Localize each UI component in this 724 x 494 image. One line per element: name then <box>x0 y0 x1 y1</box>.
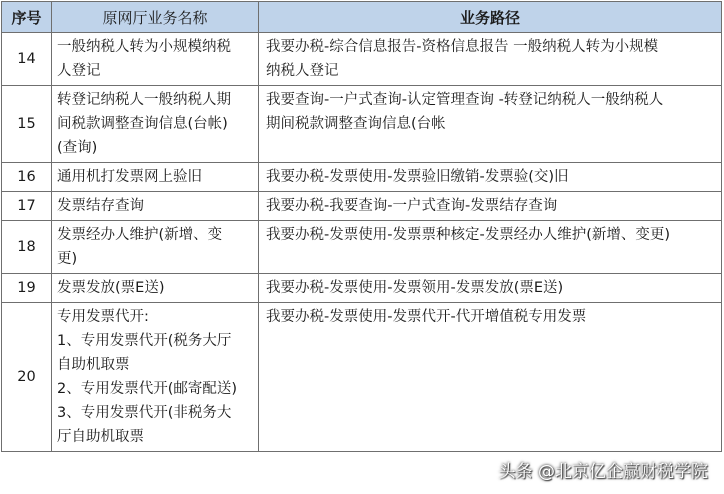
row-business-name <box>52 221 259 274</box>
business-name-line: 自助机取票 <box>57 357 130 373</box>
business-name-line: 厅自助机取票 <box>57 429 144 445</box>
row-business-path <box>259 274 722 303</box>
table-row <box>2 33 722 86</box>
row-business-name <box>52 33 259 86</box>
business-path-line: 我要办税-发票使用-发票验旧缴销-发票验(交)旧 <box>266 169 569 185</box>
header-path: 业务路径 <box>259 2 722 33</box>
row-business-path <box>259 163 722 192</box>
row-business-path <box>259 33 722 86</box>
row-business-path <box>259 221 722 274</box>
table-header-row <box>2 2 722 33</box>
header-seq: 序号 <box>2 2 52 33</box>
business-name-line: 1、专用发票代开(税务大厅 <box>57 333 232 349</box>
header-name: 原网厅业务名称 <box>52 2 259 33</box>
business-path-line: 期间税款调整查询信息(台帐 <box>266 116 446 132</box>
business-name-line: 发票经办人维护(新增、变 <box>57 227 223 243</box>
watermark: 头条 @北京亿企赢财税学院 <box>498 462 708 482</box>
table-row <box>2 163 722 192</box>
row-seq: 20 <box>2 303 52 452</box>
business-name-line: 更) <box>57 251 78 267</box>
business-path-line: 我要办税-我要查询-一户式查询-发票结存查询 <box>266 198 558 214</box>
business-path-table <box>1 1 722 452</box>
business-name-line: 一般纳税人转为小规模纳税 <box>57 39 231 55</box>
table-row <box>2 86 722 163</box>
table-row <box>2 192 722 221</box>
business-name-line: 间税款调整查询信息(台帐) <box>57 116 228 132</box>
table-row <box>2 303 722 452</box>
business-path-line: 我要办税-发票使用-发票代开-代开增值税专用发票 <box>266 309 587 325</box>
row-business-path <box>259 192 722 221</box>
business-name-line: 转登记纳税人一般纳税人期 <box>57 92 231 108</box>
business-name-line: 专用发票代开: <box>57 309 149 325</box>
table-row <box>2 274 722 303</box>
row-business-name <box>52 303 259 452</box>
business-name-line: 人登记 <box>57 63 101 79</box>
business-path-line: 我要办税-发票使用-发票票种核定-发票经办人维护(新增、变更) <box>266 227 671 243</box>
business-path-line: 我要办税-综合信息报告-资格信息报告 一般纳税人转为小规模 <box>266 39 659 55</box>
business-name-line: 2、专用发票代开(邮寄配送) <box>57 381 238 397</box>
row-business-path <box>259 86 722 163</box>
business-path-line: 我要办税-发票使用-发票领用-发票发放(票E送) <box>266 280 564 296</box>
row-seq: 19 <box>2 274 52 303</box>
business-name-line: 发票结存查询 <box>57 198 144 214</box>
row-seq: 18 <box>2 221 52 274</box>
business-name-line: 发票发放(票E送) <box>57 280 165 296</box>
business-path-line: 我要查询-一户式查询-认定管理查询 -转登记纳税人一般纳税人 <box>266 92 664 108</box>
business-name-line: 3、专用发票代开(非税务大 <box>57 405 232 421</box>
row-business-name <box>52 163 259 192</box>
row-business-path <box>259 303 722 452</box>
row-seq: 14 <box>2 33 52 86</box>
business-path-line: 纳税人登记 <box>266 63 339 79</box>
table-row <box>2 221 722 274</box>
table-body <box>2 33 722 452</box>
business-name-line: (查询) <box>57 140 98 156</box>
business-name-line: 通用机打发票网上验旧 <box>57 169 202 185</box>
row-seq: 15 <box>2 86 52 163</box>
row-business-name <box>52 274 259 303</box>
row-business-name <box>52 86 259 163</box>
row-seq: 17 <box>2 192 52 221</box>
row-seq: 16 <box>2 163 52 192</box>
row-business-name <box>52 192 259 221</box>
